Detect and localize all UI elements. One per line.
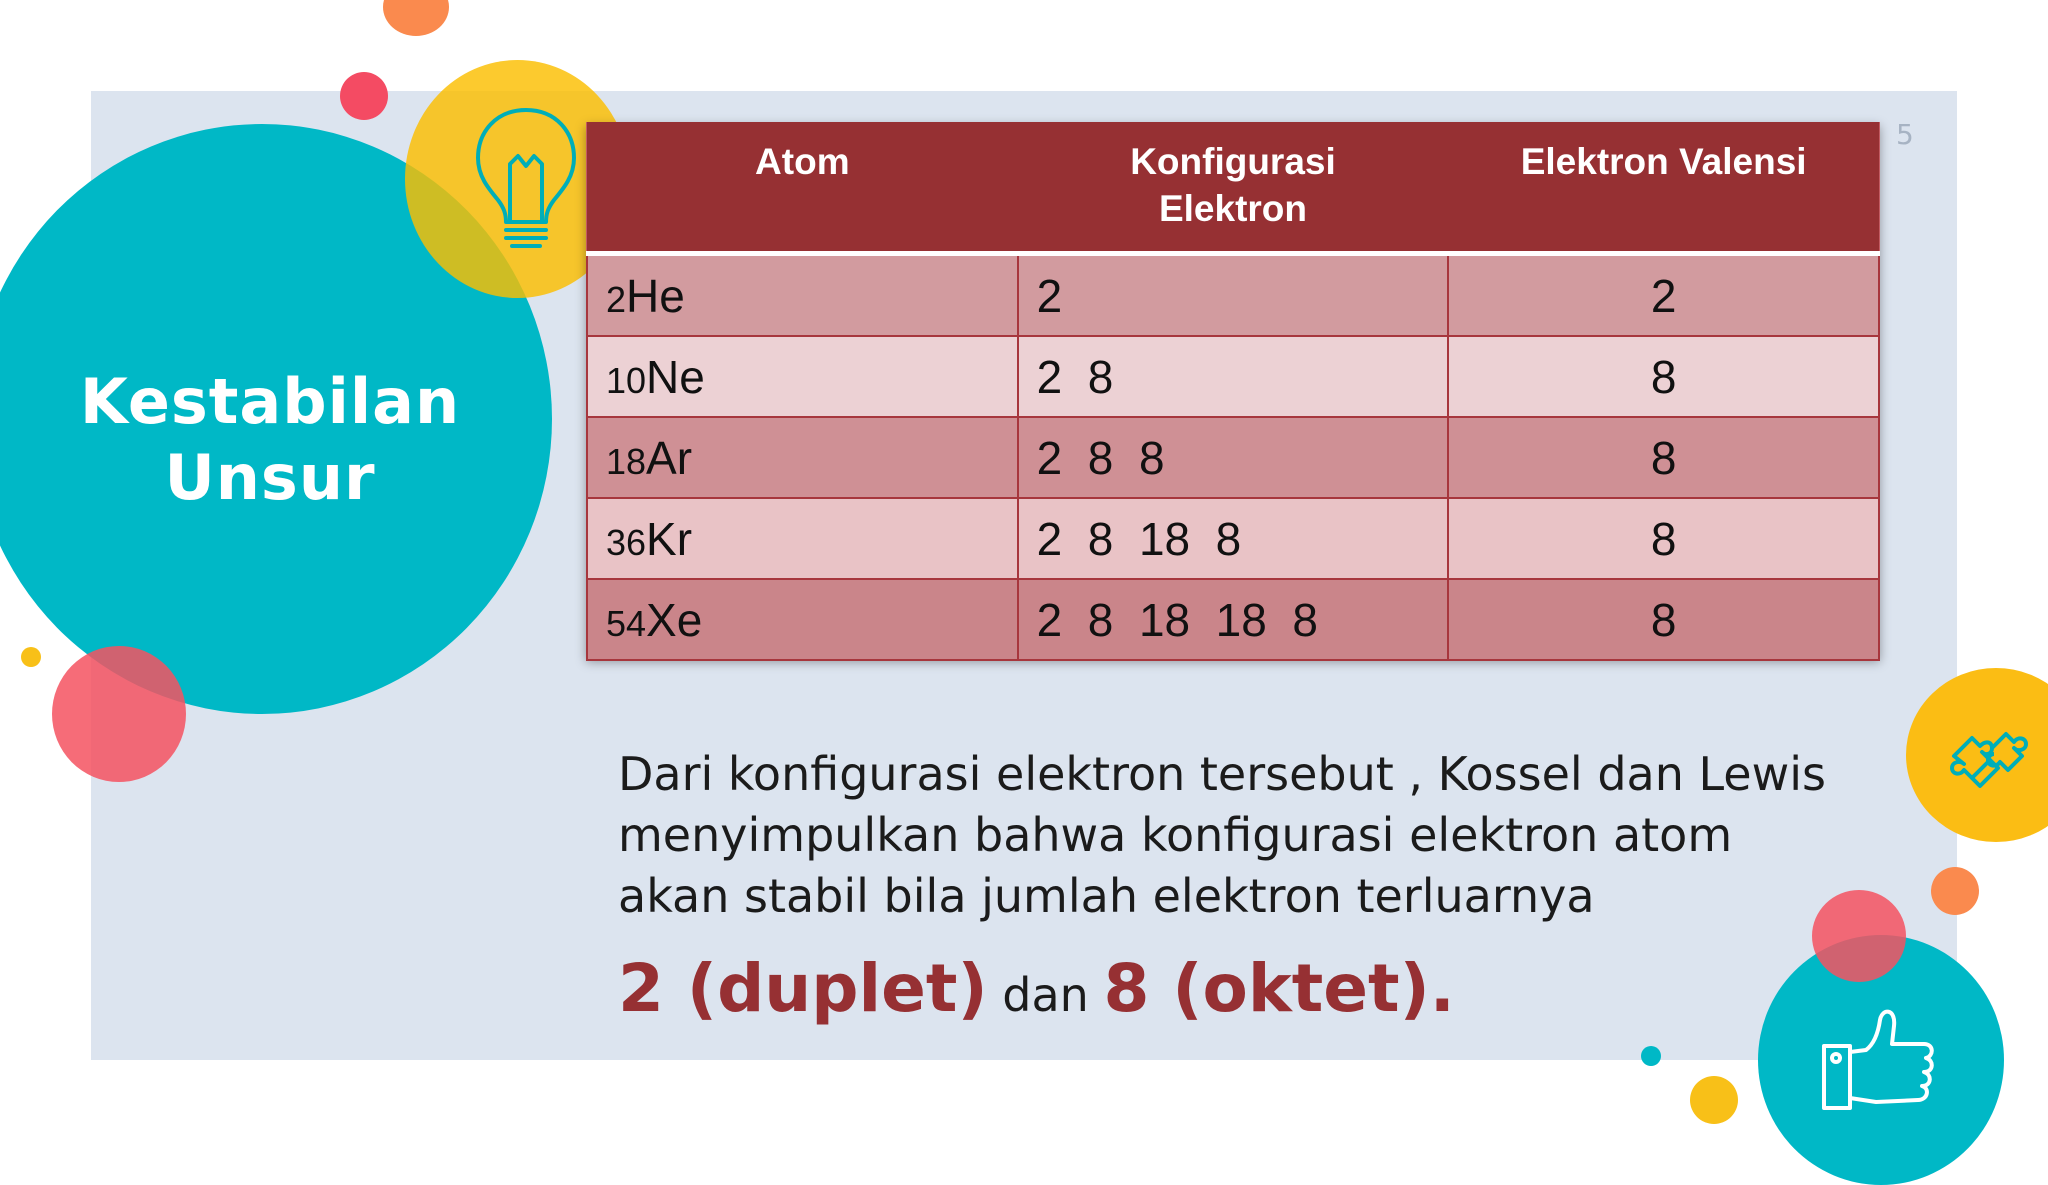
slide-title xyxy=(60,364,480,516)
configuration-cell: 2 xyxy=(1018,254,1449,337)
table-header-row xyxy=(587,122,1879,254)
atom-cell xyxy=(587,498,1018,579)
configuration-cell: 2 8 8 xyxy=(1018,417,1449,498)
slide-title-line1: Kestabilan xyxy=(79,365,461,438)
configuration-cell: 2 8 xyxy=(1018,336,1449,417)
header-valence: Elektron Valensi xyxy=(1448,122,1879,254)
lightbulb-icon xyxy=(470,104,582,252)
element-symbol: Ar xyxy=(646,431,693,484)
element-symbol: Ne xyxy=(646,350,705,403)
valence-cell: 2 xyxy=(1448,254,1879,337)
valence-cell: 8 xyxy=(1448,498,1879,579)
valence-cell: 8 xyxy=(1448,336,1879,417)
connector-text: dan xyxy=(987,968,1104,1022)
duplet-text: 2 (duplet) xyxy=(618,950,988,1027)
decor-dot-yellow-bottom xyxy=(1690,1076,1738,1124)
decor-circle-orange xyxy=(383,0,449,36)
atom-cell xyxy=(587,254,1018,337)
atomic-number: 18 xyxy=(606,440,647,482)
explanation-text xyxy=(618,744,1918,927)
valence-cell: 8 xyxy=(1448,579,1879,660)
explanation-line: Dari konfigurasi elektron tersebut , Kossel dan Lewis xyxy=(618,747,1826,801)
puzzle-icon xyxy=(1948,712,2036,798)
table-row xyxy=(587,498,1879,579)
element-symbol: He xyxy=(626,269,685,322)
decor-dot-pink xyxy=(340,72,388,120)
atom-cell xyxy=(587,336,1018,417)
atomic-number: 2 xyxy=(606,278,627,320)
atom-cell xyxy=(587,417,1018,498)
element-symbol: Xe xyxy=(646,593,703,646)
explanation-line: akan stabil bila jumlah elektron terluarnya xyxy=(618,869,1595,923)
page-number: 5 xyxy=(1896,118,1914,151)
element-symbol: Kr xyxy=(646,512,693,565)
configuration-cell: 2 8 18 8 xyxy=(1018,498,1449,579)
atom-cell xyxy=(587,579,1018,660)
configuration-cell: 2 8 18 18 8 xyxy=(1018,579,1449,660)
atomic-number: 54 xyxy=(606,602,647,644)
header-configuration: Konfigurasi Elektron xyxy=(1018,122,1449,254)
decor-dot-yellow xyxy=(21,647,41,667)
decor-dot-orange xyxy=(1931,867,1979,915)
table-row xyxy=(587,579,1879,660)
table-row xyxy=(587,417,1879,498)
thumbs-up-icon xyxy=(1820,1000,1940,1114)
oktet-text: 8 (oktet). xyxy=(1103,950,1455,1027)
table-row xyxy=(587,254,1879,337)
electron-config-table xyxy=(586,122,1880,658)
decor-circle-coral xyxy=(52,646,186,782)
slide-title-line2: Unsur xyxy=(164,441,376,514)
conclusion-text xyxy=(618,950,1455,1027)
header-atom: Atom xyxy=(587,122,1018,254)
explanation-line: menyimpulkan bahwa konfigurasi elektron atom xyxy=(618,808,1733,862)
atomic-number: 36 xyxy=(606,521,647,563)
atomic-number: 10 xyxy=(606,359,647,401)
valence-cell: 8 xyxy=(1448,417,1879,498)
table-row xyxy=(587,336,1879,417)
decor-dot-teal xyxy=(1641,1046,1661,1066)
